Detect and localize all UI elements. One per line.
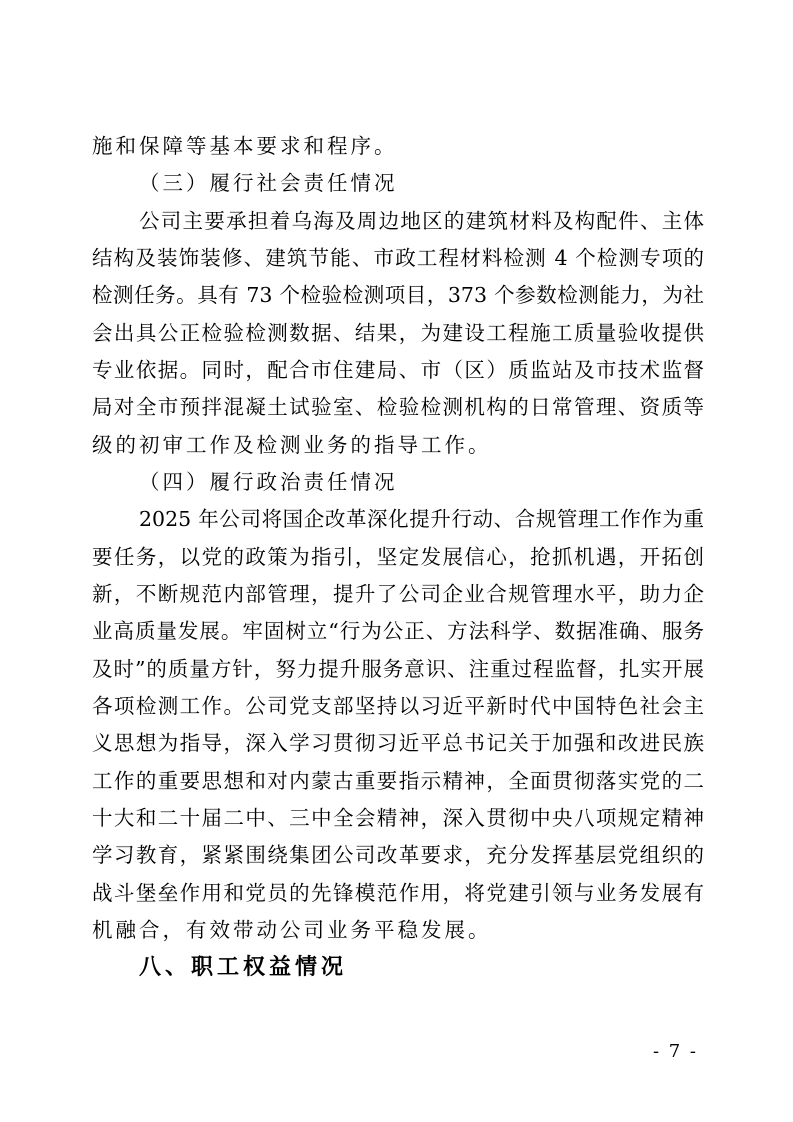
paragraph-line: 结构及装饰装修、建筑节能、市政工程材料检测 4 个检测专项的	[92, 245, 704, 270]
paragraph-line: 级的初审工作及检测业务的指导工作。	[92, 432, 492, 457]
paragraph-line: 专业依据。同时，配合市住建局、市（区）质监站及市技术监督	[92, 357, 704, 382]
paragraph-continuation-line: 施和保障等基本要求和程序。	[92, 134, 398, 158]
paragraph-line: 义思想为指导，深入学习贯彻习近平总书记关于加强和改进民族	[92, 731, 704, 756]
paragraph-line: 会出具公正检验检测数据、结果，为建设工程施工质量验收提供	[92, 320, 704, 345]
subsection-heading-social-responsibility: （三）履行社会责任情况	[139, 171, 398, 196]
subsection-heading-political-responsibility: （四）履行政治责任情况	[139, 469, 398, 494]
section-heading-employee-rights: 八、职工权益情况	[139, 955, 348, 981]
paragraph-line: 机融合，有效带动公司业务平稳发展。	[92, 917, 492, 942]
paragraph-line: 各项检测工作。公司党支部坚持以习近平新时代中国特色社会主	[92, 693, 704, 718]
page-number: - 7 -	[652, 1041, 698, 1062]
paragraph-line: 十大和二十届二中、三中全会精神，深入贯彻中央八项规定精神	[92, 805, 704, 830]
paragraph-line: 检测任务。具有 73 个检验检测项目，373 个参数检测能力，为社	[92, 283, 704, 308]
paragraph-line: 学习教育，紧紧围绕集团公司改革要求，充分发挥基层党组织的	[92, 843, 704, 868]
text-block	[92, 128, 704, 987]
paragraph-line: 业高质量发展。牢固树立“行为公正、方法科学、数据准确、服务	[92, 619, 704, 644]
paragraph-line: 战斗堡垒作用和党员的先锋模范作用，将党建引领与业务发展有	[92, 880, 704, 905]
paragraph-line: 新，不断规范内部管理，提升了公司企业合规管理水平，助力企	[92, 581, 704, 606]
paragraph-line: 要任务，以党的政策为指引，坚定发展信心，抢抓机遇，开拓创	[92, 544, 704, 569]
paragraph-line: 2025 年公司将国企改革深化提升行动、合规管理工作作为重	[139, 507, 704, 532]
paragraph-line: 工作的重要思想和对内蒙古重要指示精神，全面贯彻落实党的二	[92, 768, 704, 793]
paragraph-line: 及时”的质量方针，努力提升服务意识、注重过程监督，扎实开展	[92, 656, 704, 681]
paragraph-line: 公司主要承担着乌海及周边地区的建筑材料及构配件、主体	[139, 208, 704, 233]
paragraph-line: 局对全市预拌混凝土试验室、检验检测机构的日常管理、资质等	[92, 395, 704, 420]
